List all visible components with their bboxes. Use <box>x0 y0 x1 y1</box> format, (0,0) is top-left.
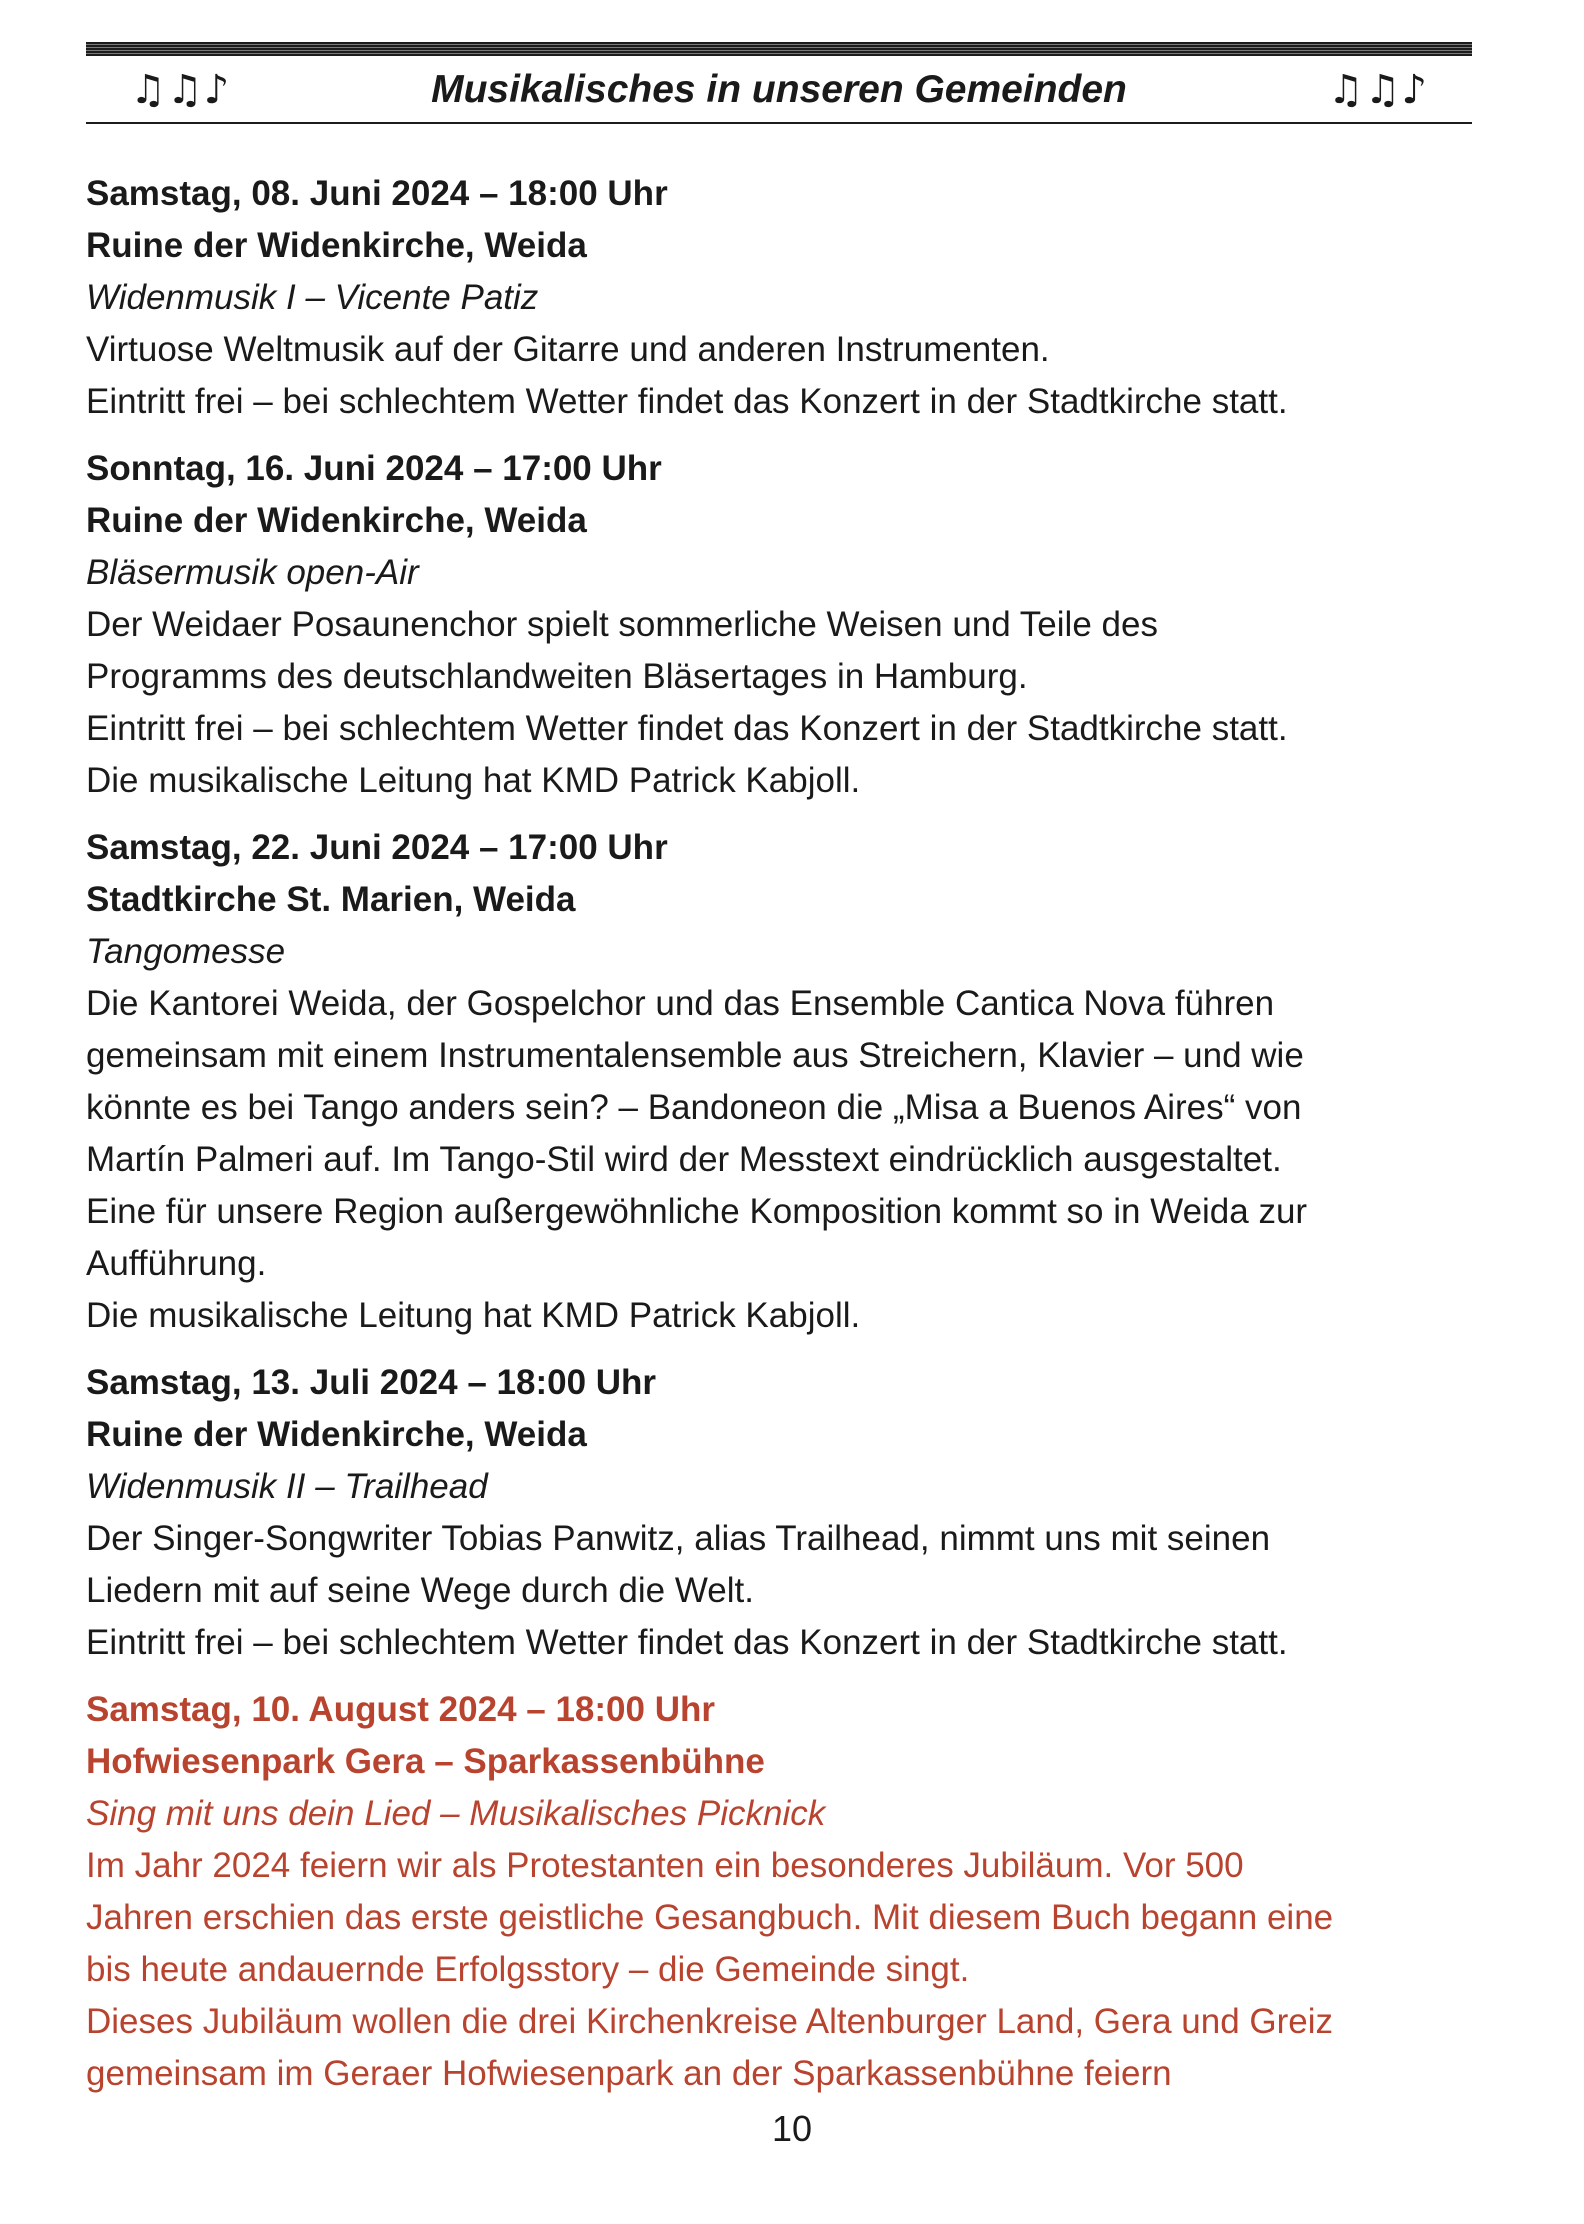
header-rule-top <box>86 42 1472 56</box>
page-header <box>86 42 1472 126</box>
page-number: 10 <box>771 2108 813 2149</box>
event-description-line: Die musikalische Leitung hat KMD Patrick Kabjoll. <box>86 1296 861 1335</box>
event-description-line: Jahren erschien das erste geistliche Gesangbuch. Mit diesem Buch begann eine <box>86 1898 1334 1937</box>
event-entry <box>86 168 1486 428</box>
event-description-line: Eintritt frei – bei schlechtem Wetter findet das Konzert in der Stadtkirche statt. <box>86 709 1288 748</box>
header-rule-bottom <box>86 122 1472 124</box>
event-description-line: Martín Palmeri auf. Im Tango-Stil wird der Messtext eindrücklich ausgestaltet. <box>86 1140 1282 1179</box>
event-entry <box>86 1357 1486 1669</box>
event-description-line: Dieses Jubiläum wollen die drei Kirchenkreise Altenburger Land, Gera und Greiz <box>86 2002 1334 2041</box>
event-subtitle: Bläsermusik open-Air <box>86 553 419 592</box>
event-date: Samstag, 22. Juni 2024 – 17:00 Uhr <box>86 828 668 867</box>
event-description-line: Im Jahr 2024 feiern wir als Protestanten ein besonderes Jubiläum. Vor 500 <box>86 1846 1244 1885</box>
event-venue: Stadtkirche St. Marien, Weida <box>86 880 576 919</box>
event-venue: Ruine der Widenkirche, Weida <box>86 226 587 265</box>
event-description-line: gemeinsam im Geraer Hofwiesenpark an der Sparkassenbühne feiern <box>86 2054 1172 2093</box>
event-description-line: Aufführung. <box>86 1244 267 1283</box>
header-title: Musikalisches in unseren Gemeinden <box>431 68 1127 111</box>
event-date: Samstag, 13. Juli 2024 – 18:00 Uhr <box>86 1363 657 1402</box>
event-date: Samstag, 08. Juni 2024 – 18:00 Uhr <box>86 174 668 213</box>
event-date: Samstag, 10. August 2024 – 18:00 Uhr <box>86 1690 715 1729</box>
event-subtitle: Tangomesse <box>86 932 286 971</box>
event-description-line: Eintritt frei – bei schlechtem Wetter findet das Konzert in der Stadtkirche statt. <box>86 1623 1288 1662</box>
event-description-line: Eintritt frei – bei schlechtem Wetter findet das Konzert in der Stadtkirche statt. <box>86 382 1288 421</box>
music-notes-icon-left: ♫♫♪ <box>130 67 231 113</box>
event-description-line: bis heute andauernde Erfolgsstory – die Gemeinde singt. <box>86 1950 970 1989</box>
event-venue: Hofwiesenpark Gera – Sparkassenbühne <box>86 1742 765 1781</box>
event-description-line: könnte es bei Tango anders sein? – Bandoneon die „Misa a Buenos Aires“ von <box>86 1088 1302 1127</box>
event-description-line: Eine für unsere Region außergewöhnliche Komposition kommt so in Weida zur <box>86 1192 1308 1231</box>
event-description-line: Die musikalische Leitung hat KMD Patrick Kabjoll. <box>86 761 861 800</box>
event-description-line: Virtuose Weltmusik auf der Gitarre und anderen Instrumenten. <box>86 330 1050 369</box>
event-description-line: gemeinsam mit einem Instrumentalensemble aus Streichern, Klavier – und wie <box>86 1036 1304 1075</box>
event-description-line: Programms des deutschlandweiten Bläsertages in Hamburg. <box>86 657 1028 696</box>
event-date: Sonntag, 16. Juni 2024 – 17:00 Uhr <box>86 449 662 488</box>
event-entry <box>86 822 1486 1342</box>
event-entry-highlighted <box>86 1684 1486 2100</box>
event-list <box>86 168 1486 2115</box>
event-subtitle: Sing mit uns dein Lied – Musikalisches Picknick <box>86 1794 826 1833</box>
event-venue: Ruine der Widenkirche, Weida <box>86 1415 587 1454</box>
event-subtitle: Widenmusik II – Trailhead <box>86 1467 488 1506</box>
event-subtitle: Widenmusik I – Vicente Patiz <box>86 278 539 317</box>
event-description-line: Der Singer-Songwriter Tobias Panwitz, alias Trailhead, nimmt uns mit seinen <box>86 1519 1271 1558</box>
event-entry <box>86 443 1486 807</box>
event-venue: Ruine der Widenkirche, Weida <box>86 501 587 540</box>
event-description-line: Der Weidaer Posaunenchor spielt sommerliche Weisen und Teile des <box>86 605 1158 644</box>
event-description-line: Liedern mit auf seine Wege durch die Welt. <box>86 1571 754 1610</box>
event-description-line: Die Kantorei Weida, der Gospelchor und das Ensemble Cantica Nova führen <box>86 984 1275 1023</box>
music-notes-icon-right: ♫♫♪ <box>1327 67 1428 113</box>
